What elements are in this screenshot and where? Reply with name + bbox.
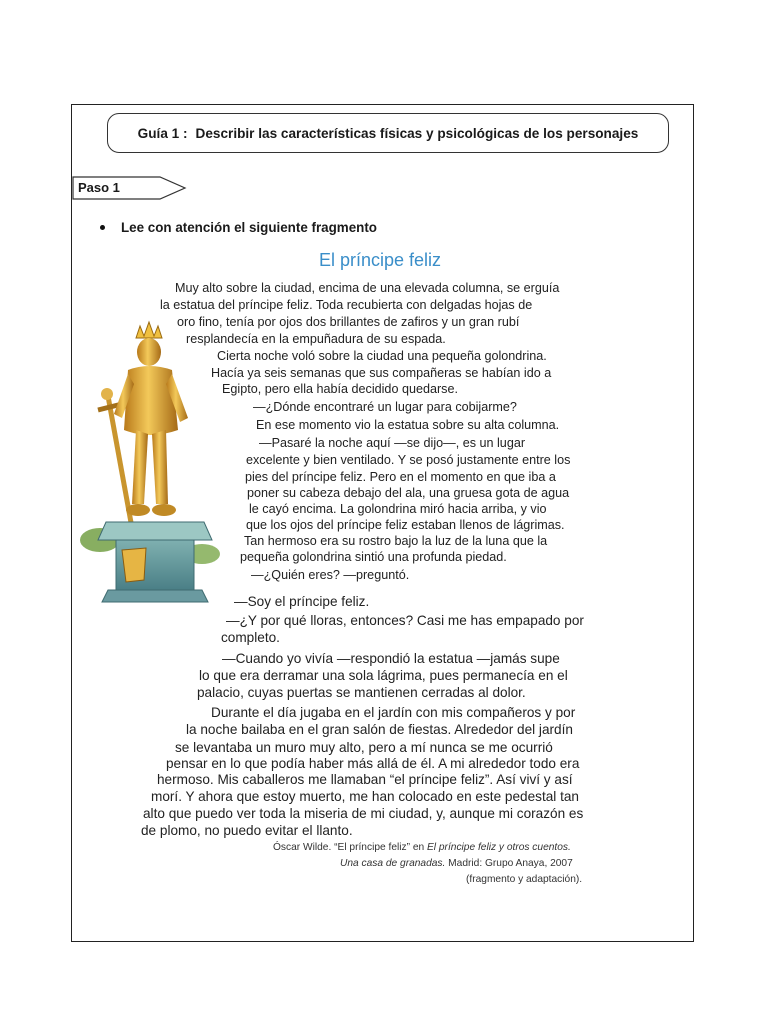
story-title: El príncipe feliz	[319, 250, 442, 270]
story-line: la noche bailaba en el gran salón de fiestas. Alrededor del jardín	[186, 722, 573, 737]
story-line: Egipto, pero ella había decidido quedarse.	[222, 382, 458, 396]
guide-title: Describir las características físicas y psicológicas de los personajes	[195, 125, 639, 141]
story-line: Durante el día jugaba en el jardín con mis compañeros y por	[211, 705, 576, 720]
story-line: hermoso. Mis caballeros me llamaban “el príncipe feliz”. Así viví y así	[157, 772, 573, 787]
story-line: pies del príncipe feliz. Pero en el momento en que iba a	[245, 470, 556, 484]
guide-number: Guía 1 :	[137, 125, 188, 141]
story-line: —Cuando yo vivía —respondió la estatua —jamás supe	[222, 651, 560, 666]
story-line: se levantaba un muro muy alto, pero a mí nunca se me ocurrió	[175, 740, 553, 755]
story-line: —¿Quién eres? —preguntó.	[251, 568, 410, 582]
story-line: poner su cabeza debajo del ala, una gruesa gota de agua	[247, 486, 570, 500]
story-line: que los ojos del príncipe feliz estaban llenos de lágrimas.	[246, 518, 565, 532]
story-line: pensar en lo que podía haber más allá de él. A mi alrededor todo era	[166, 756, 580, 771]
citation-note: (fragmento y adaptación).	[466, 874, 583, 885]
story-line: resplandecía en la empuñadura de su espada.	[186, 332, 446, 346]
story-line: lo que era derramar una sola lágrima, pues permanecía en el	[199, 668, 568, 683]
instruction-text: Lee con atención el siguiente fragmento	[121, 220, 377, 235]
citation-line-2	[340, 858, 573, 869]
step-label: Paso 1	[78, 180, 120, 195]
story-line: Tan hermoso era su rostro bajo la luz de la luna que la	[244, 534, 548, 548]
story-line: morí. Y ahora que estoy muerto, me han colocado en este pedestal tan	[151, 789, 579, 804]
step-arrow	[72, 176, 187, 200]
story-line: —¿Y por qué lloras, entonces? Casi me has empapado por	[226, 613, 584, 628]
story-line: le cayó encima. La golondrina miró hacia arriba, y vio	[249, 502, 547, 516]
guide-header	[107, 113, 669, 153]
story-line: —¿Dónde encontraré un lugar para cobijarme?	[253, 400, 517, 414]
story-line: de plomo, no puedo evitar el llanto.	[141, 823, 353, 838]
story-line: —Soy el príncipe feliz.	[234, 594, 370, 609]
instruction	[100, 220, 377, 235]
citation-line-1	[273, 842, 571, 853]
story-line: completo.	[221, 630, 280, 645]
bullet-icon	[100, 225, 105, 230]
story-line: palacio, cuyas puertas se mantienen cerradas al dolor.	[197, 685, 526, 700]
citation-collection: Una casa de granadas.	[340, 858, 446, 869]
citation-book: El príncipe feliz y otros cuentos.	[427, 842, 571, 853]
story-line: la estatua del príncipe feliz. Toda recubierta con delgadas hojas de	[160, 298, 533, 312]
story-line: Cierta noche voló sobre la ciudad una pequeña golondrina.	[217, 349, 547, 363]
citation-author: Óscar Wilde. “El príncipe feliz” en	[273, 842, 427, 853]
story-line: En ese momento vio la estatua sobre su alta columna.	[256, 418, 560, 432]
story-line: pequeña golondrina sintió una profunda piedad.	[240, 550, 507, 564]
story-line: oro fino, tenía por ojos dos brillantes de zafiros y un gran rubí	[177, 315, 520, 329]
story-line: Muy alto sobre la ciudad, encima de una elevada columna, se erguía	[175, 281, 560, 295]
golden-prince-statue-illustration	[80, 318, 220, 604]
story-line: excelente y bien ventilado. Y se posó justamente entre los	[246, 453, 571, 467]
story-line: alto que puedo ver toda la miseria de mi ciudad, y, aunque mi corazón es	[143, 806, 584, 821]
citation-publisher: Madrid: Grupo Anaya, 2007	[445, 858, 573, 869]
story-line: Hacía ya seis semanas que sus compañeras se habían ido a	[211, 366, 552, 380]
story-line: —Pasaré la noche aquí —se dijo—, es un lugar	[259, 436, 526, 450]
